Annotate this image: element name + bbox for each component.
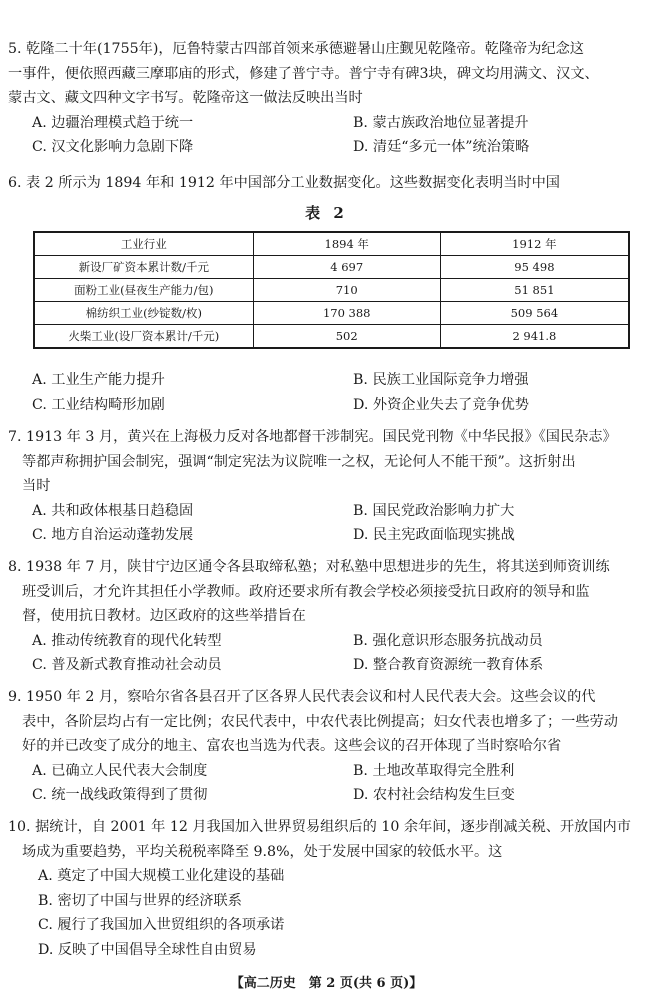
question-6-option-c[interactable]: C. 工业结构畸形加剧 — [32, 396, 165, 413]
question-10-stem-line-2: 场成为重要趋势，平均关税税率降至 9.8%，处于发展中国家的较低水平。这 — [22, 843, 503, 860]
industry-data-table — [33, 231, 630, 349]
table-cell: 新设厂矿资本累计数/千元 — [34, 256, 253, 279]
question-10-option-a[interactable]: A. 奠定了中国大规模工业化建设的基础 — [38, 868, 285, 884]
table-cell: 4 697 — [253, 256, 440, 279]
table-cell: 509 564 — [440, 302, 629, 325]
table-row — [34, 302, 629, 325]
question-5-option-a[interactable]: A. 边疆治理模式趋于统一 — [32, 114, 194, 131]
question-8-options-row-2 — [8, 653, 642, 678]
question-5-stem-line-1: 5. 乾隆二十年(1755年)，厄鲁特蒙古四部首领来承德避暑山庄觐见乾隆帝。乾隆帝为纪念这 — [8, 41, 584, 57]
table-cell: 710 — [253, 279, 440, 302]
question-8 — [8, 555, 642, 678]
question-9-stem-line-1: 9. 1950 年 2 月，察哈尔省各县召开了区各界人民代表会议和村人民代表大会。这些会议的代 — [8, 689, 596, 705]
question-6-options-row-2 — [8, 393, 642, 418]
question-8-stem-line-3: 督，使用抗日教材。边区政府的这些举措旨在 — [22, 608, 306, 624]
question-6-option-b[interactable]: B. 民族工业国际竞争力增强 — [353, 372, 529, 388]
question-9-option-b[interactable]: B. 土地改革取得完全胜利 — [353, 762, 515, 779]
question-5-options-row-2 — [8, 135, 642, 160]
table-header-row — [34, 232, 629, 256]
question-5-option-b[interactable]: B. 蒙古族政治地位显著提升 — [353, 114, 529, 131]
table-header-cell: 工业行业 — [34, 232, 253, 256]
question-10-option-c[interactable]: C. 履行了我国加入世贸组织的各项承诺 — [38, 917, 285, 933]
question-10 — [8, 815, 642, 962]
table-row — [34, 256, 629, 279]
question-9-options-row-2 — [8, 783, 642, 808]
table-cell: 火柴工业(设厂资本累计/千元) — [34, 325, 253, 349]
question-6-option-d[interactable]: D. 外资企业失去了竞争优势 — [353, 396, 529, 413]
question-9-option-c[interactable]: C. 统一战线政策得到了贯彻 — [32, 787, 208, 803]
question-7-option-a[interactable]: A. 共和政体根基日趋稳固 — [32, 502, 194, 519]
question-10-stem-line-1: 10. 据统计，自 2001 年 12 月我国加入世界贸易组织后的 10 余年间，逐步削减关税、开放国内市 — [8, 819, 631, 835]
question-5-option-d[interactable]: D. 清廷“多元一体”统治策略 — [353, 139, 530, 155]
question-7-options-row-1 — [8, 499, 642, 524]
question-8-options-row-1 — [8, 629, 642, 654]
question-7-option-d[interactable]: D. 民主宪政面临现实挑战 — [353, 527, 515, 543]
question-7-stem-line-1: 7. 1913 年 3 月，黄兴在上海极力反对各地都督干涉制宪。国民党刊物《中华民报》《国民杂志》 — [8, 429, 617, 445]
question-8-option-d[interactable]: D. 整合教育资源统一教育体系 — [353, 657, 544, 673]
question-7 — [8, 425, 642, 548]
table-cell: 170 388 — [253, 302, 440, 325]
question-5-stem-line-2: 一事件，便依照西藏三摩耶庙的形式，修建了普宁寺。普宁寺有碑3块，碑文均用满文、汉文、 — [8, 65, 599, 82]
question-6-stem-line-1: 6. 表 2 所示为 1894 年和 1912 年中国部分工业数据变化。这些数据变化表明当时中国 — [8, 175, 560, 191]
question-6-option-a[interactable]: A. 工业生产能力提升 — [32, 372, 165, 388]
question-7-option-c[interactable]: C. 地方自治运动蓬勃发展 — [32, 527, 194, 543]
table-cell: 2 941.8 — [440, 325, 629, 349]
table-cell: 51 851 — [440, 279, 629, 302]
question-8-option-c[interactable]: C. 普及新式教育推动社会动员 — [32, 657, 222, 673]
question-7-option-b[interactable]: B. 国民党政治影响力扩大 — [353, 502, 515, 519]
question-6 — [8, 171, 642, 196]
question-8-stem-line-1: 8. 1938 年 7 月，陕甘宁边区通令各县取缔私塾；对私塾中思想进步的先生，将其送到师资训练 — [8, 559, 610, 575]
question-9-stem-line-2: 表中，各阶层均占有一定比例；农民代表中，中农代表比例提高；妇女代表也增多了；一些劳动 — [22, 713, 618, 730]
question-5-options-row-1 — [8, 111, 642, 136]
table-row — [34, 279, 629, 302]
question-9-option-d[interactable]: D. 农村社会结构发生巨变 — [353, 787, 515, 803]
question-5 — [8, 37, 642, 160]
table-cell: 95 498 — [440, 256, 629, 279]
question-7-stem-line-2: 等都声称拥护国会制宪，强调“制定宪法为议院唯一之权，无论何人不能干预”。这折射出 — [22, 453, 576, 470]
question-7-stem-line-3: 当时 — [22, 478, 51, 494]
question-10-option-d[interactable]: D. 反映了中国倡导全球性自由贸易 — [38, 941, 257, 958]
question-5-option-c[interactable]: C. 汉文化影响力急剧下降 — [32, 139, 194, 155]
question-6-options — [8, 368, 642, 417]
table-cell: 502 — [253, 325, 440, 349]
question-10-option-b[interactable]: B. 密切了中国与世界的经济联系 — [38, 892, 242, 909]
page-footer: 【高二历史 第 2 页(共 6 页)】 — [230, 976, 423, 991]
table-cell: 面粉工业(昼夜生产能力/包) — [34, 279, 253, 302]
question-9-option-a[interactable]: A. 已确立人民代表大会制度 — [32, 762, 208, 779]
question-6-options-row-1 — [8, 368, 642, 393]
question-8-option-b[interactable]: B. 强化意识形态服务抗战动员 — [353, 632, 543, 649]
question-7-options-row-2 — [8, 523, 642, 548]
table-caption: 表 2 — [305, 204, 348, 222]
question-9-options-row-1 — [8, 759, 642, 784]
question-8-option-a[interactable]: A. 推动传统教育的现代化转型 — [32, 632, 222, 649]
question-5-stem-line-3: 蒙古文、藏文四种文字书写。乾隆帝这一做法反映出当时 — [8, 90, 363, 106]
table-header-cell: 1894 年 — [253, 232, 440, 256]
question-9 — [8, 685, 642, 808]
question-8-stem-line-2: 班受训后，才允许其担任小学教师。政府还要求所有教会学校必须接受抗日政府的领导和监 — [22, 583, 590, 600]
question-9-stem-line-3: 好的并已改变了成分的地主、富农也当选为代表。这些会议的召开体现了当时察哈尔省 — [22, 738, 562, 754]
table-cell: 棉纺织工业(纱锭数/枚) — [34, 302, 253, 325]
table-row — [34, 325, 629, 349]
table-header-cell: 1912 年 — [440, 232, 629, 256]
